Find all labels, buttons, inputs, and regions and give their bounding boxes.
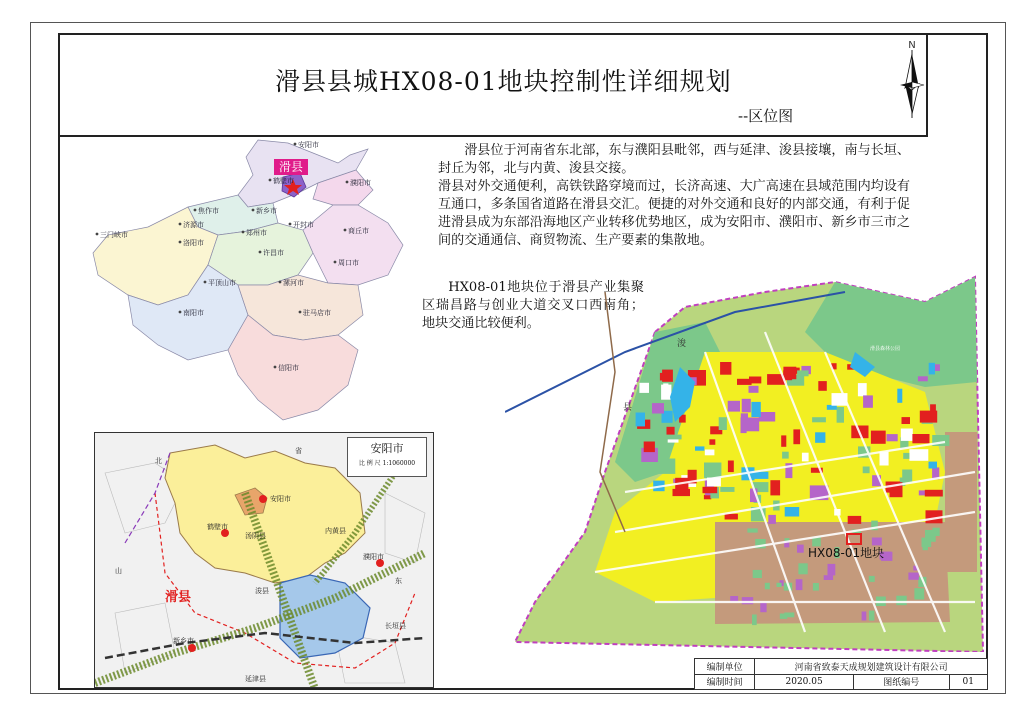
land-use-block bbox=[695, 446, 704, 450]
land-use-block bbox=[663, 383, 668, 396]
land-use-block bbox=[644, 442, 655, 453]
land-use-block bbox=[912, 434, 929, 443]
land-use-block bbox=[929, 363, 935, 375]
description-block bbox=[438, 142, 910, 250]
province-city-dot bbox=[294, 143, 297, 146]
province-city-label: 平顶山市 bbox=[208, 279, 236, 287]
province-city-label: 商丘市 bbox=[348, 227, 369, 235]
land-use-block bbox=[871, 431, 886, 444]
drawing-no-label: 图纸编号 bbox=[853, 674, 949, 690]
land-use-block bbox=[929, 462, 938, 469]
industrial-zone-east bbox=[945, 432, 977, 572]
land-use-block bbox=[652, 403, 664, 413]
land-use-block bbox=[709, 439, 715, 445]
land-use-block bbox=[798, 563, 807, 574]
land-use-block bbox=[896, 596, 906, 606]
description-paragraph-3: HX08-01地块位于滑县产业集聚区瑞昌路与创业大道交叉口西南角；地块交通比较便利。 bbox=[422, 280, 644, 331]
park-label: 滑县森林公园 bbox=[870, 346, 901, 352]
date-label: 编制时间 bbox=[695, 674, 755, 690]
land-use-block bbox=[828, 564, 836, 576]
title-block bbox=[694, 658, 988, 690]
inset-place-label: 延津县 bbox=[245, 675, 266, 683]
land-use-block bbox=[783, 367, 796, 380]
inset-place-label: 浚县 bbox=[255, 587, 269, 595]
inset-place-label: 鹤壁市 bbox=[207, 523, 228, 531]
inset-place-label: 省 bbox=[295, 447, 302, 455]
land-use-block bbox=[760, 603, 766, 613]
region-east bbox=[303, 205, 403, 285]
inset-place-label: 新乡市 bbox=[173, 637, 194, 645]
land-use-block bbox=[797, 545, 804, 553]
province-city-dot bbox=[179, 223, 182, 226]
inset-legend-title: 安阳市 bbox=[370, 442, 404, 455]
land-use-block bbox=[719, 417, 727, 430]
land-use-block bbox=[666, 435, 682, 440]
inset-place-label: 安阳市 bbox=[270, 495, 291, 503]
land-use-block bbox=[742, 597, 753, 604]
inset-hua-county-label: 滑县 bbox=[165, 590, 192, 605]
land-use-block bbox=[901, 429, 913, 441]
province-city-label: 洛阳市 bbox=[183, 239, 204, 247]
land-use-block bbox=[782, 452, 789, 459]
land-use-block bbox=[704, 495, 711, 499]
province-city-label: 南阳市 bbox=[183, 309, 204, 317]
date-value: 2020.05 bbox=[755, 674, 853, 690]
land-use-block bbox=[897, 389, 902, 403]
land-use-block bbox=[636, 413, 645, 427]
land-use-block bbox=[759, 412, 775, 422]
unit-label: 编制单位 bbox=[695, 659, 755, 675]
province-city-dot bbox=[279, 281, 282, 284]
land-use-block bbox=[815, 432, 825, 443]
province-city-dot bbox=[194, 209, 197, 212]
land-use-block bbox=[770, 480, 780, 495]
land-use-block bbox=[705, 450, 715, 456]
province-city-dot bbox=[179, 241, 182, 244]
land-use-block bbox=[869, 611, 875, 621]
land-use-block bbox=[720, 487, 734, 492]
land-use-block bbox=[932, 528, 939, 536]
land-use-block bbox=[903, 453, 909, 459]
land-use-block bbox=[802, 453, 809, 462]
inset-place-label: 山 bbox=[115, 567, 122, 575]
land-use-block bbox=[863, 467, 870, 474]
inset-legend bbox=[347, 437, 427, 477]
drawing-no-value: 01 bbox=[949, 674, 987, 690]
land-use-block bbox=[703, 487, 718, 493]
land-use-block bbox=[780, 614, 788, 619]
land-use-block bbox=[768, 515, 776, 524]
land-use-block bbox=[918, 376, 928, 381]
land-use-block bbox=[914, 588, 924, 599]
province-city-dot bbox=[289, 223, 292, 226]
land-use-block bbox=[667, 427, 675, 436]
land-use-block bbox=[909, 449, 928, 461]
province-city-label: 济源市 bbox=[183, 221, 204, 229]
unit-value: 河南省致泰天成规划建筑设计有限公司 bbox=[755, 659, 988, 675]
land-use-block bbox=[728, 401, 740, 412]
province-city-dot bbox=[204, 281, 207, 284]
land-use-block bbox=[728, 461, 734, 473]
province-city-label: 新乡市 bbox=[256, 207, 277, 215]
land-use-block bbox=[720, 362, 731, 375]
province-city-label: 鹤壁市 bbox=[273, 177, 294, 185]
land-use-block bbox=[639, 383, 649, 393]
land-use-block bbox=[660, 373, 668, 381]
inset-place-label: 汤阴县 bbox=[245, 532, 266, 540]
province-city-dot bbox=[269, 179, 272, 182]
land-use-block bbox=[902, 470, 912, 483]
land-use-block bbox=[818, 381, 827, 391]
province-city-dot bbox=[259, 251, 262, 254]
land-use-block bbox=[930, 404, 936, 417]
land-use-block bbox=[747, 528, 757, 532]
land-use-block bbox=[862, 612, 867, 621]
inset-legend-scale: 比 例 尺 1:1060000 bbox=[358, 460, 416, 467]
inset-place-label: 东 bbox=[395, 577, 402, 585]
province-city-label: 三门峡市 bbox=[100, 231, 128, 239]
province-city-dot bbox=[179, 311, 182, 314]
description-paragraph-2: 滑县对外交通便利，高铁铁路穿境而过，长济高速、大广高速在县域范围内均设有互通口，多条国省道路在滑县交汇。便捷的对外交通和良好的内部交通，有利于促进滑县成为东部沿海地区产业转移优势地区，成为安阳市、濮阳市、新乡市三市之间的交通通信、商贸物流、生产要素的集散地。 bbox=[438, 179, 910, 248]
land-use-plan-map bbox=[505, 272, 985, 652]
land-use-block bbox=[741, 418, 760, 432]
province-city-label: 周口市 bbox=[338, 259, 359, 267]
province-city-dot bbox=[96, 233, 99, 236]
land-use-block bbox=[812, 417, 826, 422]
land-use-block bbox=[922, 538, 932, 547]
land-use-block bbox=[777, 583, 782, 587]
land-use-block bbox=[925, 490, 943, 497]
land-use-block bbox=[848, 516, 862, 524]
land-use-block bbox=[837, 407, 844, 423]
land-use-block bbox=[813, 583, 819, 591]
inset-map bbox=[94, 432, 434, 688]
north-arrow-icon bbox=[895, 38, 929, 120]
province-city-label: 安阳市 bbox=[298, 141, 319, 149]
road-label-1: 浚 bbox=[677, 339, 687, 349]
land-use-block bbox=[781, 435, 786, 446]
inset-place-label: 内黄县 bbox=[325, 527, 346, 535]
province-city-label: 濮阳市 bbox=[350, 179, 371, 187]
land-use-block bbox=[765, 583, 770, 590]
land-use-block bbox=[863, 395, 873, 407]
province-city-label: 许昌市 bbox=[263, 249, 284, 257]
land-use-block bbox=[824, 575, 833, 580]
plot-label: HX08-01地块 bbox=[808, 546, 885, 560]
city-dot-xinxiang bbox=[188, 644, 196, 652]
province-city-dot bbox=[274, 366, 277, 369]
north-label: N bbox=[908, 40, 916, 51]
land-use-block bbox=[749, 386, 759, 393]
province-city-dot bbox=[299, 311, 302, 314]
land-use-block bbox=[902, 417, 911, 424]
description-paragraph-1: 滑县位于河南省东北部，东与濮阳县毗邻，西与延津、浚县接壤，南与长垣、封丘为邻，北与内黄、浚县交接。 bbox=[438, 143, 910, 176]
province-city-dot bbox=[346, 181, 349, 184]
land-use-block bbox=[908, 573, 918, 580]
land-use-block bbox=[880, 452, 889, 466]
land-use-block bbox=[869, 576, 875, 582]
road-label-2: 县 bbox=[623, 403, 633, 413]
land-use-block bbox=[704, 463, 721, 478]
land-use-block bbox=[858, 383, 867, 396]
province-city-label: 焦作市 bbox=[198, 207, 219, 215]
province-city-label: 郑州市 bbox=[246, 229, 267, 237]
inset-place-label: 濮阳市 bbox=[363, 553, 384, 561]
land-use-block bbox=[793, 429, 800, 444]
land-use-block bbox=[737, 379, 752, 385]
province-city-dot bbox=[242, 231, 245, 234]
land-use-block bbox=[684, 362, 698, 367]
land-use-block bbox=[752, 615, 757, 626]
page-title: 滑县县城HX08-01地块控制性详细规划 bbox=[275, 67, 732, 96]
inset-place-label: 北 bbox=[155, 457, 162, 465]
land-use-block bbox=[796, 579, 803, 590]
province-city-dot bbox=[344, 229, 347, 232]
land-use-block bbox=[887, 434, 898, 441]
land-use-block bbox=[675, 478, 688, 494]
land-use-block bbox=[935, 364, 940, 371]
province-city-dot bbox=[334, 261, 337, 264]
province-map bbox=[88, 135, 408, 430]
province-city-dot bbox=[252, 209, 255, 212]
land-use-block bbox=[725, 514, 738, 520]
land-use-block bbox=[785, 507, 800, 517]
land-use-block bbox=[753, 570, 762, 578]
land-use-block bbox=[659, 459, 676, 474]
page-subtitle: --区位图 bbox=[738, 107, 794, 125]
province-city-label: 信阳市 bbox=[278, 364, 299, 372]
land-use-block bbox=[797, 370, 809, 376]
land-use-block bbox=[751, 402, 760, 417]
land-use-block bbox=[742, 399, 751, 413]
hua-county-label: 滑县 bbox=[278, 160, 304, 174]
inset-place-label: 长垣县 bbox=[385, 622, 406, 630]
province-city-label: 驻马店市 bbox=[303, 309, 331, 317]
province-city-label: 漯河市 bbox=[283, 279, 304, 287]
province-city-label: 开封市 bbox=[293, 221, 314, 229]
city-dot-anyang bbox=[259, 495, 267, 503]
land-use-block bbox=[753, 472, 768, 479]
